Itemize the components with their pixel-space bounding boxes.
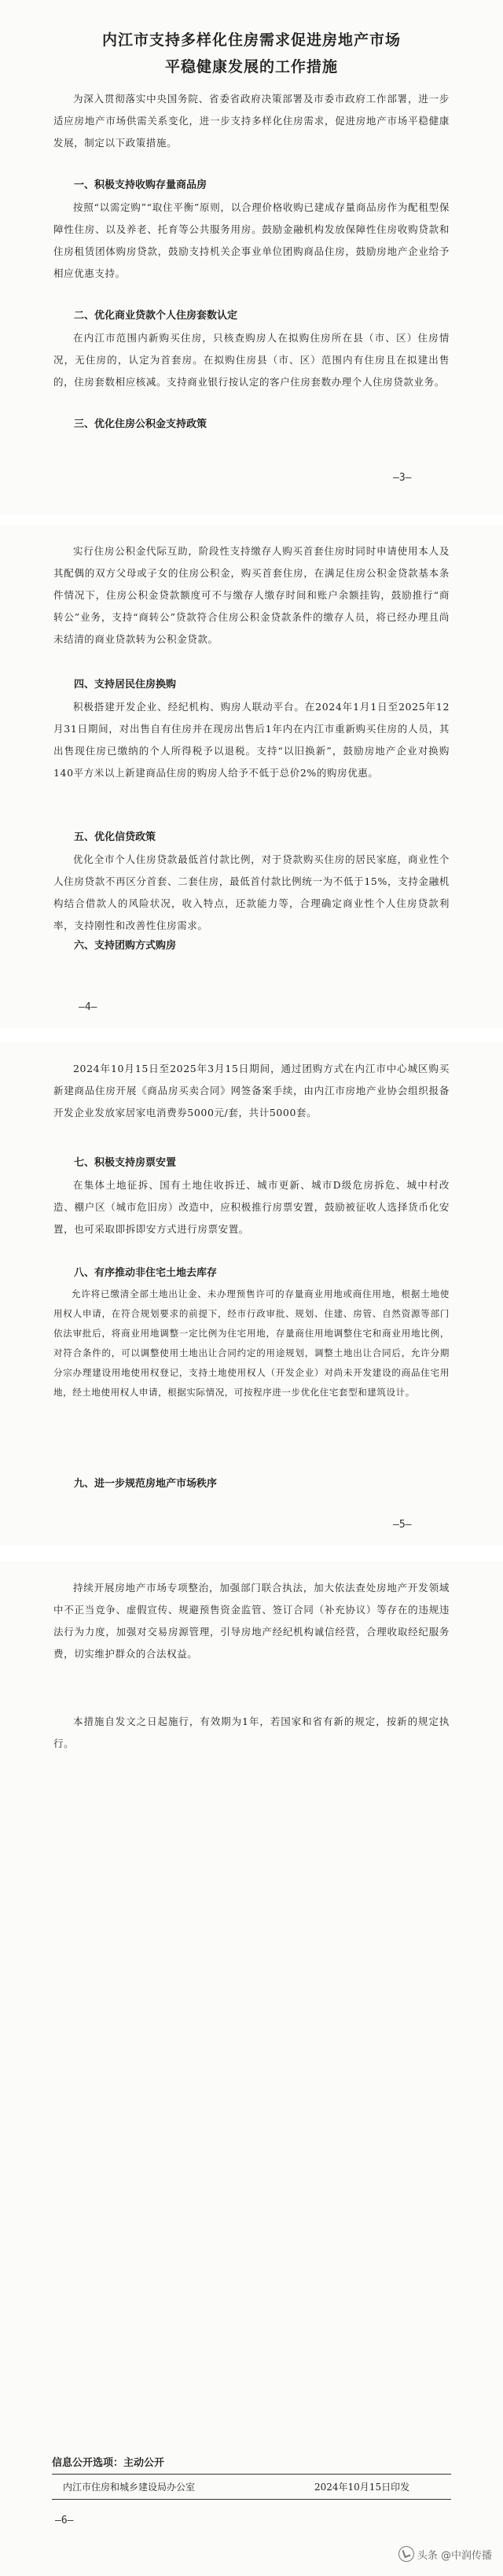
page-number: —6—	[55, 2515, 74, 2526]
section-9-paragraph: 持续开展房地产市场专项整治，加强部门联合执法，加大依法查处房地产开发领域中不正当竞争、虚假宣传、规避预售资金监管、签订合同（补充协议）等存在的违规违法行为力度，加强对交易房源管理，引导房地产经纪机构诚信经营，合理收取经纪服务费，切实维护群众的合法权益。	[53, 1582, 450, 1660]
section-heading-9: 九、进一步规范房地产市场秩序	[74, 1478, 218, 1490]
section-1-paragraph: 按照“以需定购”“取住平衡”原则，以合理价格收购已建成存量商品房作为配租型保障性住房、以及养老、托育等公共服务用房。鼓励金融机构发放保障性住房收购贷款和住房租赁团体购房贷款，鼓励支持机关企事业单位团购商品住房，鼓励房地产企业给予相应优惠支持。	[53, 201, 450, 279]
document-page-2	[0, 525, 503, 1028]
section-heading-1: 一、积极支持收购存量商品房	[74, 179, 207, 191]
watermark-text: 头条 @中润传播	[417, 2549, 492, 2562]
section-5-paragraph: 优化全市个人住房贷款最低首付款比例，对于贷款购买住房的居民家庭，商业性个人住房贷款不再区分首套、二套住房，最低首付款比例统一为不低于15%，支持金融机构结合借款人的风险状况，收入特点，还款能力等，合理确定商业性个人住房贷款利率，支持刚性和改善性住房需求。	[53, 853, 450, 931]
section-8-paragraph: 允许将已缴清全部土地出让金、未办理预售许可的存量商业用地或商住用地，根据土地使用权人申请，在符合规划要求的前提下，经市行政审批、规划、住建、房管、自然资源等部门依法审批后，将商业用地调整一定比例为住宅用地，存量商住用地调整住宅和商业用地比例，对符合条件的，可以调整使用土地出让合同约定的用途规划，调整土地出让合同后，允许分期分宗办理建设用地使用权登记，支持土地使用权人（开发企业）对尚未开发建设的商品住宅用地，经土地使用权人申请，根据实际情况，可按程序进一步优化住宅套型和建筑设计。	[53, 1288, 450, 1398]
section-2-paragraph: 在内江市范围内新购买住房，只核查购房人在拟购住房所在县（市、区）住房情况，无住房的，认定为首套房。在拟购住房县（市、区）范围内有住房且在拟建出售的，住房套数相应核减。支持商业银行按认定的客户住房套数办理个人住房贷款业务。	[53, 332, 450, 388]
section-4-paragraph: 积极搭建开发企业、经纪机构、购房人联动平台。在2024年1月1日至2025年12月31日期间，对出售自有住房并在现房出售后1年内在内江市重新购买住房的人员，其出售现住房已缴纳的个人所得税予以退税。支持“以旧换新”，鼓励房地产企业对换购140平方米以上新建商品住房的购房人给予不低于总价2%的购房优惠。	[53, 701, 450, 779]
section-heading-8: 八、有序推动非住宅土地去库存	[74, 1267, 218, 1279]
footer-divider-bottom	[52, 2499, 451, 2500]
section-heading-7: 七、积极支持房票安置	[74, 1157, 177, 1169]
page-number: —3—	[393, 472, 412, 484]
section-heading-2: 二、优化商业贷款个人住房套数认定	[74, 310, 238, 322]
document-page-4	[0, 1561, 503, 2576]
section-heading-3: 三、优化住房公积金支持政策	[74, 418, 207, 430]
logo-icon	[398, 2546, 414, 2562]
page-number: —5—	[393, 1519, 412, 1531]
disclosure-label: 信息公开选项：主动公开	[52, 2457, 165, 2469]
section-7-paragraph: 在集体土地征拆、国有土地住收拆迁、城市更新、城市D级危房拆危、城中村改造、棚户区（城市危旧房）改造中，应积极推行房票安置，鼓励被征收人选择货币化安置，也可采取即拆即安方式进行房票安置。	[53, 1179, 450, 1235]
intro-paragraph: 为深入贯彻落实中央国务院、省委省政府决策部署及市委市政府工作部署，进一步适应房地产市场供需关系变化，进一步支持多样化住房需求，促进房地产市场平稳健康发展，制定以下政策措施。	[53, 93, 450, 149]
section-heading-4: 四、支持居民住房换购	[74, 679, 177, 691]
document-page-3	[0, 1042, 503, 1546]
page-gap	[0, 1546, 503, 1561]
page-number: —4—	[79, 1001, 97, 1013]
issue-date: 2024年10月15日印发	[314, 2482, 410, 2493]
document-page-1	[0, 0, 503, 515]
document-title-line-1: 内江市支持多样化住房需求促进房地产市场	[101, 31, 401, 49]
effective-date-paragraph: 本措施自发文之日起施行，有效期为1年，若国家和省有新的规定，按新的规定执行。	[53, 1715, 450, 1749]
watermark	[398, 2546, 492, 2562]
section-3-paragraph: 实行住房公积金代际互助，阶段性支持缴存人购买首套住房时同时申请使用本人及其配偶的双方父母或子女的住房公积金，购买首套住房，在满足住房公积金贷款基本条件情况下，住房公积金贷款额度可不与缴存人缴存时间和账户余额挂钩，鼓励推行“商转公”业务，支持“商转公”贷款符合住房公积金贷款条件的缴存人员，将已经办理且尚未结清的商业贷款转为公积金贷款。	[53, 545, 450, 645]
page-gap	[0, 515, 503, 525]
section-heading-6: 六、支持团购方式购房	[74, 940, 177, 952]
issuer-name: 内江市住房和城乡建设局办公室	[63, 2482, 196, 2493]
footer-divider-top	[52, 2474, 451, 2475]
section-heading-5: 五、优化信贷政策	[74, 831, 156, 843]
document-title-line-2: 平稳健康发展的工作措施	[164, 58, 338, 76]
page-gap	[0, 1028, 503, 1042]
section-6-paragraph: 2024年10月15日至2025年3月15日期间，通过团购方式在内江市中心城区购买新建商品住房开展《商品房买卖合同》网签备案手续，由内江市房地产业协会组织报备开发企业发放家居家电消费券5000元/套，共计5000套。	[53, 1063, 450, 1118]
